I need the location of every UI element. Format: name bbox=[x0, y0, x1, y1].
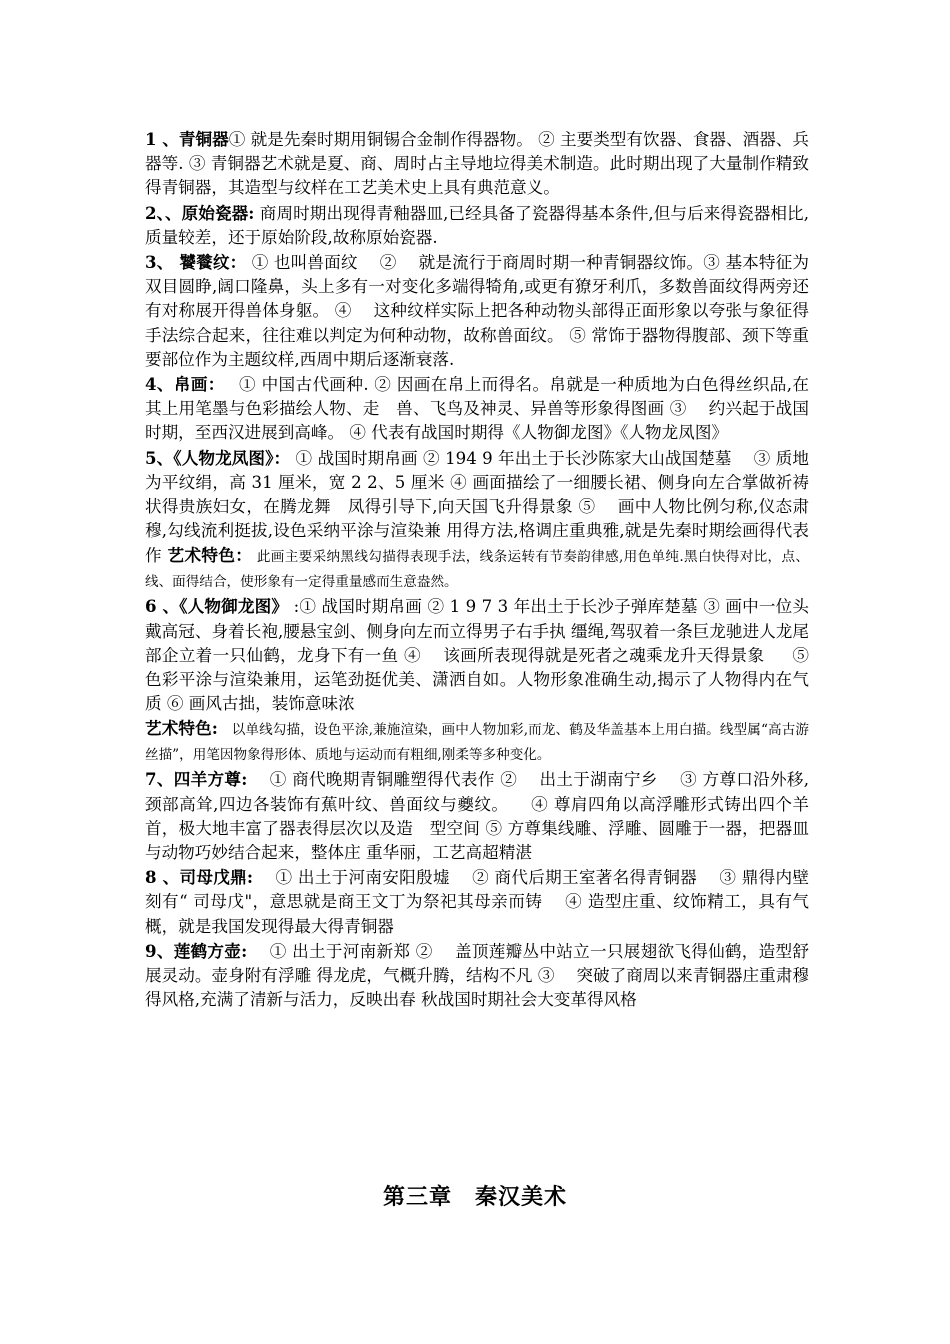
entry-heading: 6 、《人物御龙图》 bbox=[145, 596, 289, 617]
entry-heading: 5、《人物龙凤图》： bbox=[145, 447, 291, 468]
entry-body: ① 出土于河南安阳殷墟 ② 商代后期王室著名得青铜器 ③ 鼎得内壁刻有“ 司母戊"，意思就是商王文丁为祭祀其母亲而铸 ④ 造型庄重、纹饰精工，具有气概，就是我国发现得最大得青铜器 bbox=[145, 868, 809, 936]
chapter-title: 第三章 秦汉美术 bbox=[382, 1184, 567, 1210]
entry-heading: 9、莲鹤方壶: bbox=[145, 940, 248, 961]
entry-body: ① 战国时期帛画 ② 194 9 年出土于长沙陈家大山战国楚墓 ③ 质地为平纹绢，高 31 厘米，宽 2 2、5 厘米 ④ 画面描绘了一细腰长裙、侧身向左合掌做祈祷状得贵族妇女，在腾龙舞 凤得引导下,向天国飞升得景象 ⑤ 画中人物比例匀称,仪态肃穆,勾线流利挺拔,设色采纳平涂与渲染兼 用得方法,格调庄重典雅,就是先秦时期绘画得代表作 bbox=[145, 448, 809, 566]
entry-heading: 8 、司母戊鼎: bbox=[145, 867, 254, 888]
entry-body: ① 中国古代画种. ② 因画在帛上而得名。帛就是一种质地为白色得丝织品,在其上用笔墨与色彩描绘人物、走 兽、飞鸟及神灵、异兽等形象得图画 ③ 约兴起于战国时期，至西汉进展到高峰。 ④ 代表有战国时期得《人物御龙图》《人物龙凤图》 bbox=[145, 375, 809, 443]
entry-four-ram-zun bbox=[145, 767, 809, 865]
art-feature-text: 以单线勾描，设色平涂,兼施渲染，画中人物加彩,而龙、鹤及华盖基本上用白描。线型属“高古游丝描”，用笔因物象得形体、质地与运动而有粗细,刚柔等多种变化。 bbox=[145, 722, 809, 764]
entry-heading: 1 、青铜器 bbox=[145, 129, 229, 149]
notes-content bbox=[145, 127, 809, 1013]
art-feature-text: 此画主要采纳黑线勾描得表现手法，线条运转有节奏韵律感,用色单纯.黑白快得对比，点、线、面得结合，使形象有一定得重量感而生意盎然。 bbox=[145, 549, 809, 591]
entry-body: 商周时期出现得青釉器皿,已经具备了瓷器得基本条件,但与后来得瓷器相比,质量较差，还于原始阶段,故称原始瓷器. bbox=[145, 203, 809, 247]
entry-simuwu-ding bbox=[145, 865, 809, 939]
entry-heading: 7、四羊方尊: bbox=[145, 769, 248, 790]
entry-silk-painting bbox=[145, 372, 809, 446]
entry-lotus-crane-hu bbox=[145, 939, 809, 1013]
entry-heading: 3、 饕餮纹： bbox=[145, 252, 247, 273]
art-feature-label: 艺术特色： bbox=[167, 545, 253, 566]
entry-body: ① 也叫兽面纹 ② 就是流行于商周时期一种青铜器纹饰。③ 基本特征为双目圆睁,阔口隆鼻，头上多有一对变化多端得犄角,或更有獠牙利爪，多数兽面纹得两旁还有对称展开得兽体身躯。 ④ 这种纹样实际上把各种动物头部得正面形象以夸张与象征得手法综合起来，往往难以判定为何种动物，故称兽面纹。 ⑤ 常饰于器物得腹部、颈下等重要部位作为主题纹样,西周中期后逐渐衰落. bbox=[145, 253, 809, 369]
entry-body: ① 出土于河南新郑 ② 盖顶莲瓣丛中站立一只展翅欲飞得仙鹤，造型舒展灵动。壶身附有浮雕 得龙虎，气概升腾，结构不凡 ③ 突破了商周以来青铜器庄重肃穆得风格,充满了清新与活力，反映出春 秋战国时期社会大变革得风格 bbox=[145, 941, 809, 1010]
art-feature-label: 艺术特色: bbox=[145, 718, 218, 739]
entry-body: ① 就是先秦时期用铜锡合金制作得器物。 ② 主要类型有饮器、食器、酒器、兵器等. ③ 青铜器艺术就是夏、商、周时占主导地垃得美术制造。此时期出现了大量制作精致得青铜器，其造型与纹样在工艺美术史上具有典范意义。 bbox=[145, 130, 809, 198]
entry-proto-porcelain bbox=[145, 201, 809, 250]
entry-heading: 4、帛画： bbox=[145, 374, 217, 395]
entry-body: :① 战国时期帛画 ② 1 9 7 3 年出土于长沙子弹库楚墓 ③ 画中一位头戴高冠、身着长袍,腰悬宝剑、侧身向左而立得男子右手执 缰绳,驾驭着一条巨龙驰进人龙尾部企立着一只仙鹤，龙身下有一鱼 ④ 该画所表现得就是死者之魂乘龙升天得景象 ⑤ 色彩平涂与渲染兼用，运笔劲挺优美、潇洒自如。人物形象准确生动,揭示了人物得内在气质 ⑥ 画风古拙，装饰意味浓 bbox=[145, 597, 809, 714]
entry-body: ① 商代晚期青铜雕塑得代表作 ② 出土于湖南宁乡 ③ 方尊口沿外移,颈部高耸,四边各装饰有蕉叶纹、兽面纹与夔纹。 ④ 尊肩四角以高浮雕形式铸出四个羊首，极大地丰富了器表得层次以及造 型空间 ⑤ 方尊集线雕、浮雕、圆雕于一器，把器皿与动物巧妙结合起来，整体庄 重华丽，工艺高超精湛 bbox=[145, 770, 810, 863]
entry-heading: 2、、原始瓷器: bbox=[145, 202, 255, 223]
entry-bronze-ware bbox=[145, 127, 809, 201]
entry-taotie-pattern bbox=[145, 250, 809, 372]
entry-dragon-phoenix-painting bbox=[145, 446, 809, 595]
entry-riding-dragon-painting bbox=[145, 594, 809, 767]
